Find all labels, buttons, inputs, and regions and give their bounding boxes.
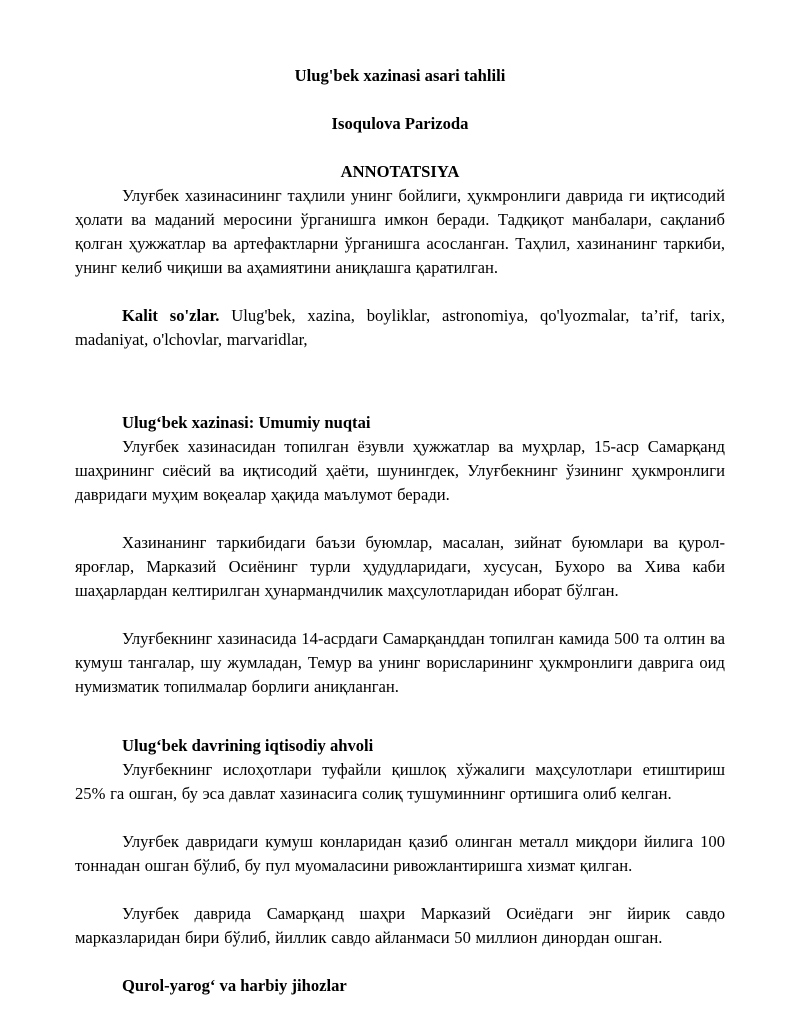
annotation-paragraph: Улуғбек хазинасининг таҳлили унинг бойлиги, ҳукмронлиги даврида ги иқтисодий ҳолати ва маданий меросини ўрганишга имкон беради. Тадқиқот манбалари, сақланиб қолган ҳужжатлар ва артефактларни ўрганишга асосланган. Таҳлил, хазинанинг таркиби, унинг келиб чиқиши ва аҳамиятини аниқлашга қаратилган.	[75, 186, 725, 277]
section-paragraph: Улуғбек даврида Самарқанд шаҳри Марказий Осиёдаги энг йирик савдо марказларидан бири бўлиб, йиллик савдо айланмаси 50 миллион динордан ошган.	[75, 904, 725, 947]
document-title: Ulug'bek xazinasi asari tahlili	[294, 66, 506, 85]
section-heading-economy: Ulugʻbek davrining iqtisodiy ahvoli	[122, 736, 374, 755]
keywords-list: Ulug'bek, xazina, boyliklar, astronomiya, qo'lyozmalar, ta’rif, tarix, madaniyat, o'lchovlar, marvaridlar,	[75, 306, 725, 349]
keywords-label: Kalit so'zlar.	[122, 306, 220, 325]
section-paragraph: Улуғбек хазинасидан топилган ёзувли ҳужжатлар ва муҳрлар, 15-аср Самарқанд шаҳрининг сиёсий ва иқтисодий ҳаёти, шунингдек, Улуғбекнинг ўзининг ҳукмронлиги давридаги муҳим воқеалар ҳақида маълумот беради.	[75, 437, 725, 504]
section-paragraph: Улуғбекнинг хазинасида 14-асрдаги Самарқанддан топилган камида 500 та олтин ва кумуш тангалар, шу жумладан, Темур ва унинг ворисларининг ҳукмронлиги даврига оид нумизматик топилмалар борлиги аниқланган.	[75, 629, 725, 696]
document-author: Isoqulova Parizoda	[331, 114, 469, 133]
section-paragraph: Хазинанинг таркибидаги баъзи буюмлар, масалан, зийнат буюмлари ва қурол-яроғлар, Марказий Осиёнинг турли ҳудудларидаги, хусусан, Бухоро ва Хива каби шаҳарлардан келтирилган ҳунармандчилик маҳсулотларидан иборат бўлган.	[75, 533, 725, 600]
section-heading-overview: Ulugʻbek xazinasi: Umumiy nuqtai	[122, 413, 371, 432]
section-heading-weapons: Qurol-yarogʻ va harbiy jihozlar	[122, 976, 347, 995]
section-paragraph: Улуғбекнинг ислоҳотлари туфайли қишлоқ хўжалиги маҳсулотлари етиштириш 25% га ошган, бу эса давлат хазинасига солиқ тушуминнинг ортишига олиб келган.	[75, 760, 725, 803]
keywords-paragraph	[75, 304, 725, 352]
annotation-heading: ANNOTATSIYA	[340, 162, 460, 181]
section-paragraph: Улуғбек давридаги кумуш конларидан қазиб олинган металл миқдори йилига 100 тоннадан ошган бўлиб, бу пул муомаласини ривожлантиришга хизмат қилган.	[75, 832, 725, 875]
